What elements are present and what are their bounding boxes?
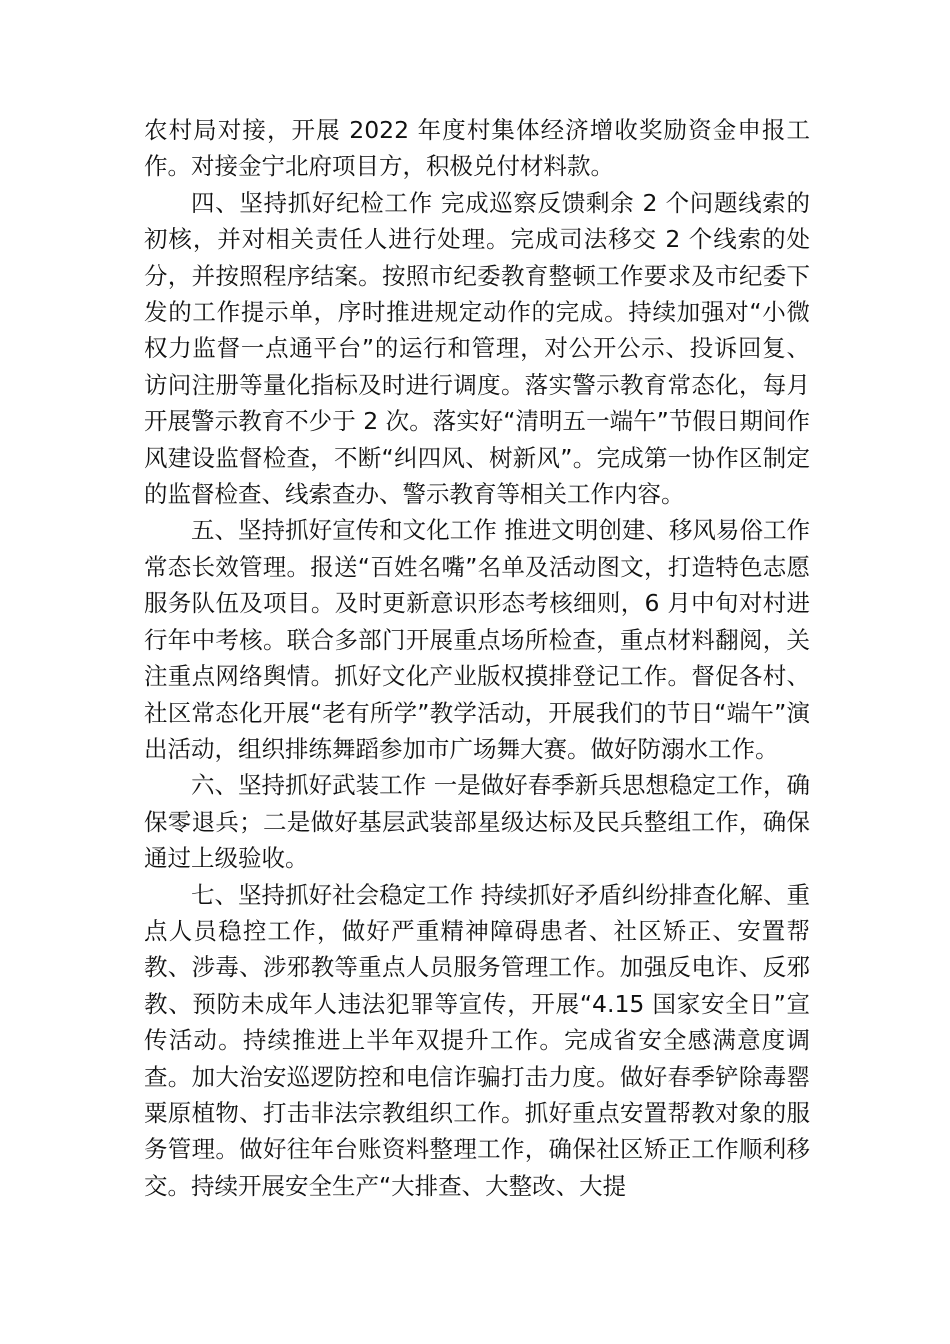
paragraph-social-stability [144,877,810,1205]
section-heading-publicity: 五、坚持抓好宣传和文化工作 [191,516,497,545]
paragraph-text: 一是做好春季新兵思想稳定工作，确保零退兵；二是做好基层武装部星级达标及民兵整组工作，确保通过上级验收。 [144,771,810,873]
document-body [144,112,810,1204]
paragraph-publicity-culture [144,512,810,767]
paragraph-text: 持续抓好矛盾纠纷排查化解、重点人员稳控工作，做好严重精神障碍患者、社区矫正、安置帮教、涉毒、涉邪教等重点人员服务管理工作。加强反电诈、反邪教、预防未成年人违法犯罪等宣传，开展“4.15 国家安全日”宣传活动。持续推进上半年双提升工作。完成省安全感满意度调查。加大治安巡逻防控和电信诈骗打击力度。做好春季铲除毒罂粟原植物、打击非法宗教组织工作。抓好重点安置帮教对象的服务管理。做好往年台账资料整理工作，确保社区矫正工作顺利移交。持续开展安全生产“大排查、大整改、大提 [144,880,810,1200]
paragraph-text: 农村局对接，开展 2022 年度村集体经济增收奖励资金申报工作。对接金宁北府项目方，积极兑付材料款。 [144,116,810,181]
paragraph-discipline-inspection [144,185,810,513]
paragraph-text: 推进文明创建、移风易俗工作常态长效管理。报送“百姓名嘴”名单及活动图文，打造特色志愿服务队伍及项目。及时更新意识形态考核细则，6 月中旬对村进行年中考核。联合多部门开展重点场所检查，重点材料翻阅，关注重点网络舆情。抓好文化产业版权摸排登记工作。督促各村、社区常态化开展“老有所学”教学活动，开展我们的节日“端午”演出活动，组织排练舞蹈参加市广场舞大赛。做好防溺水工作。 [144,516,810,763]
section-heading-armed-forces: 六、坚持抓好武装工作 [191,771,427,800]
paragraph-text: 完成巡察反馈剩余 2 个问题线索的初核，并对相关责任人进行处理。完成司法移交 2 个线索的处分，并按照程序结案。按照市纪委教育整顿工作要求及市纪委下发的工作提示单，序时推进规定动作的完成。持续加强对“小微权力监督一点通平台”的运行和管理，对公开公示、投诉回复、访问注册等量化指标及时进行调度。落实警示教育常态化，每月开展警示教育不少于 2 次。落实好“清明五一端午”节假日期间作风建设监督检查，不断“纠四风、树新风”。完成第一协作区制定的监督检查、线索查办、警示教育等相关工作内容。 [144,188,810,509]
section-heading-social-stability: 七、坚持抓好社会稳定工作 [191,880,474,909]
section-heading-discipline: 四、坚持抓好纪检工作 [191,188,433,217]
paragraph-armed-forces [144,767,810,876]
paragraph-continuation [144,112,810,185]
